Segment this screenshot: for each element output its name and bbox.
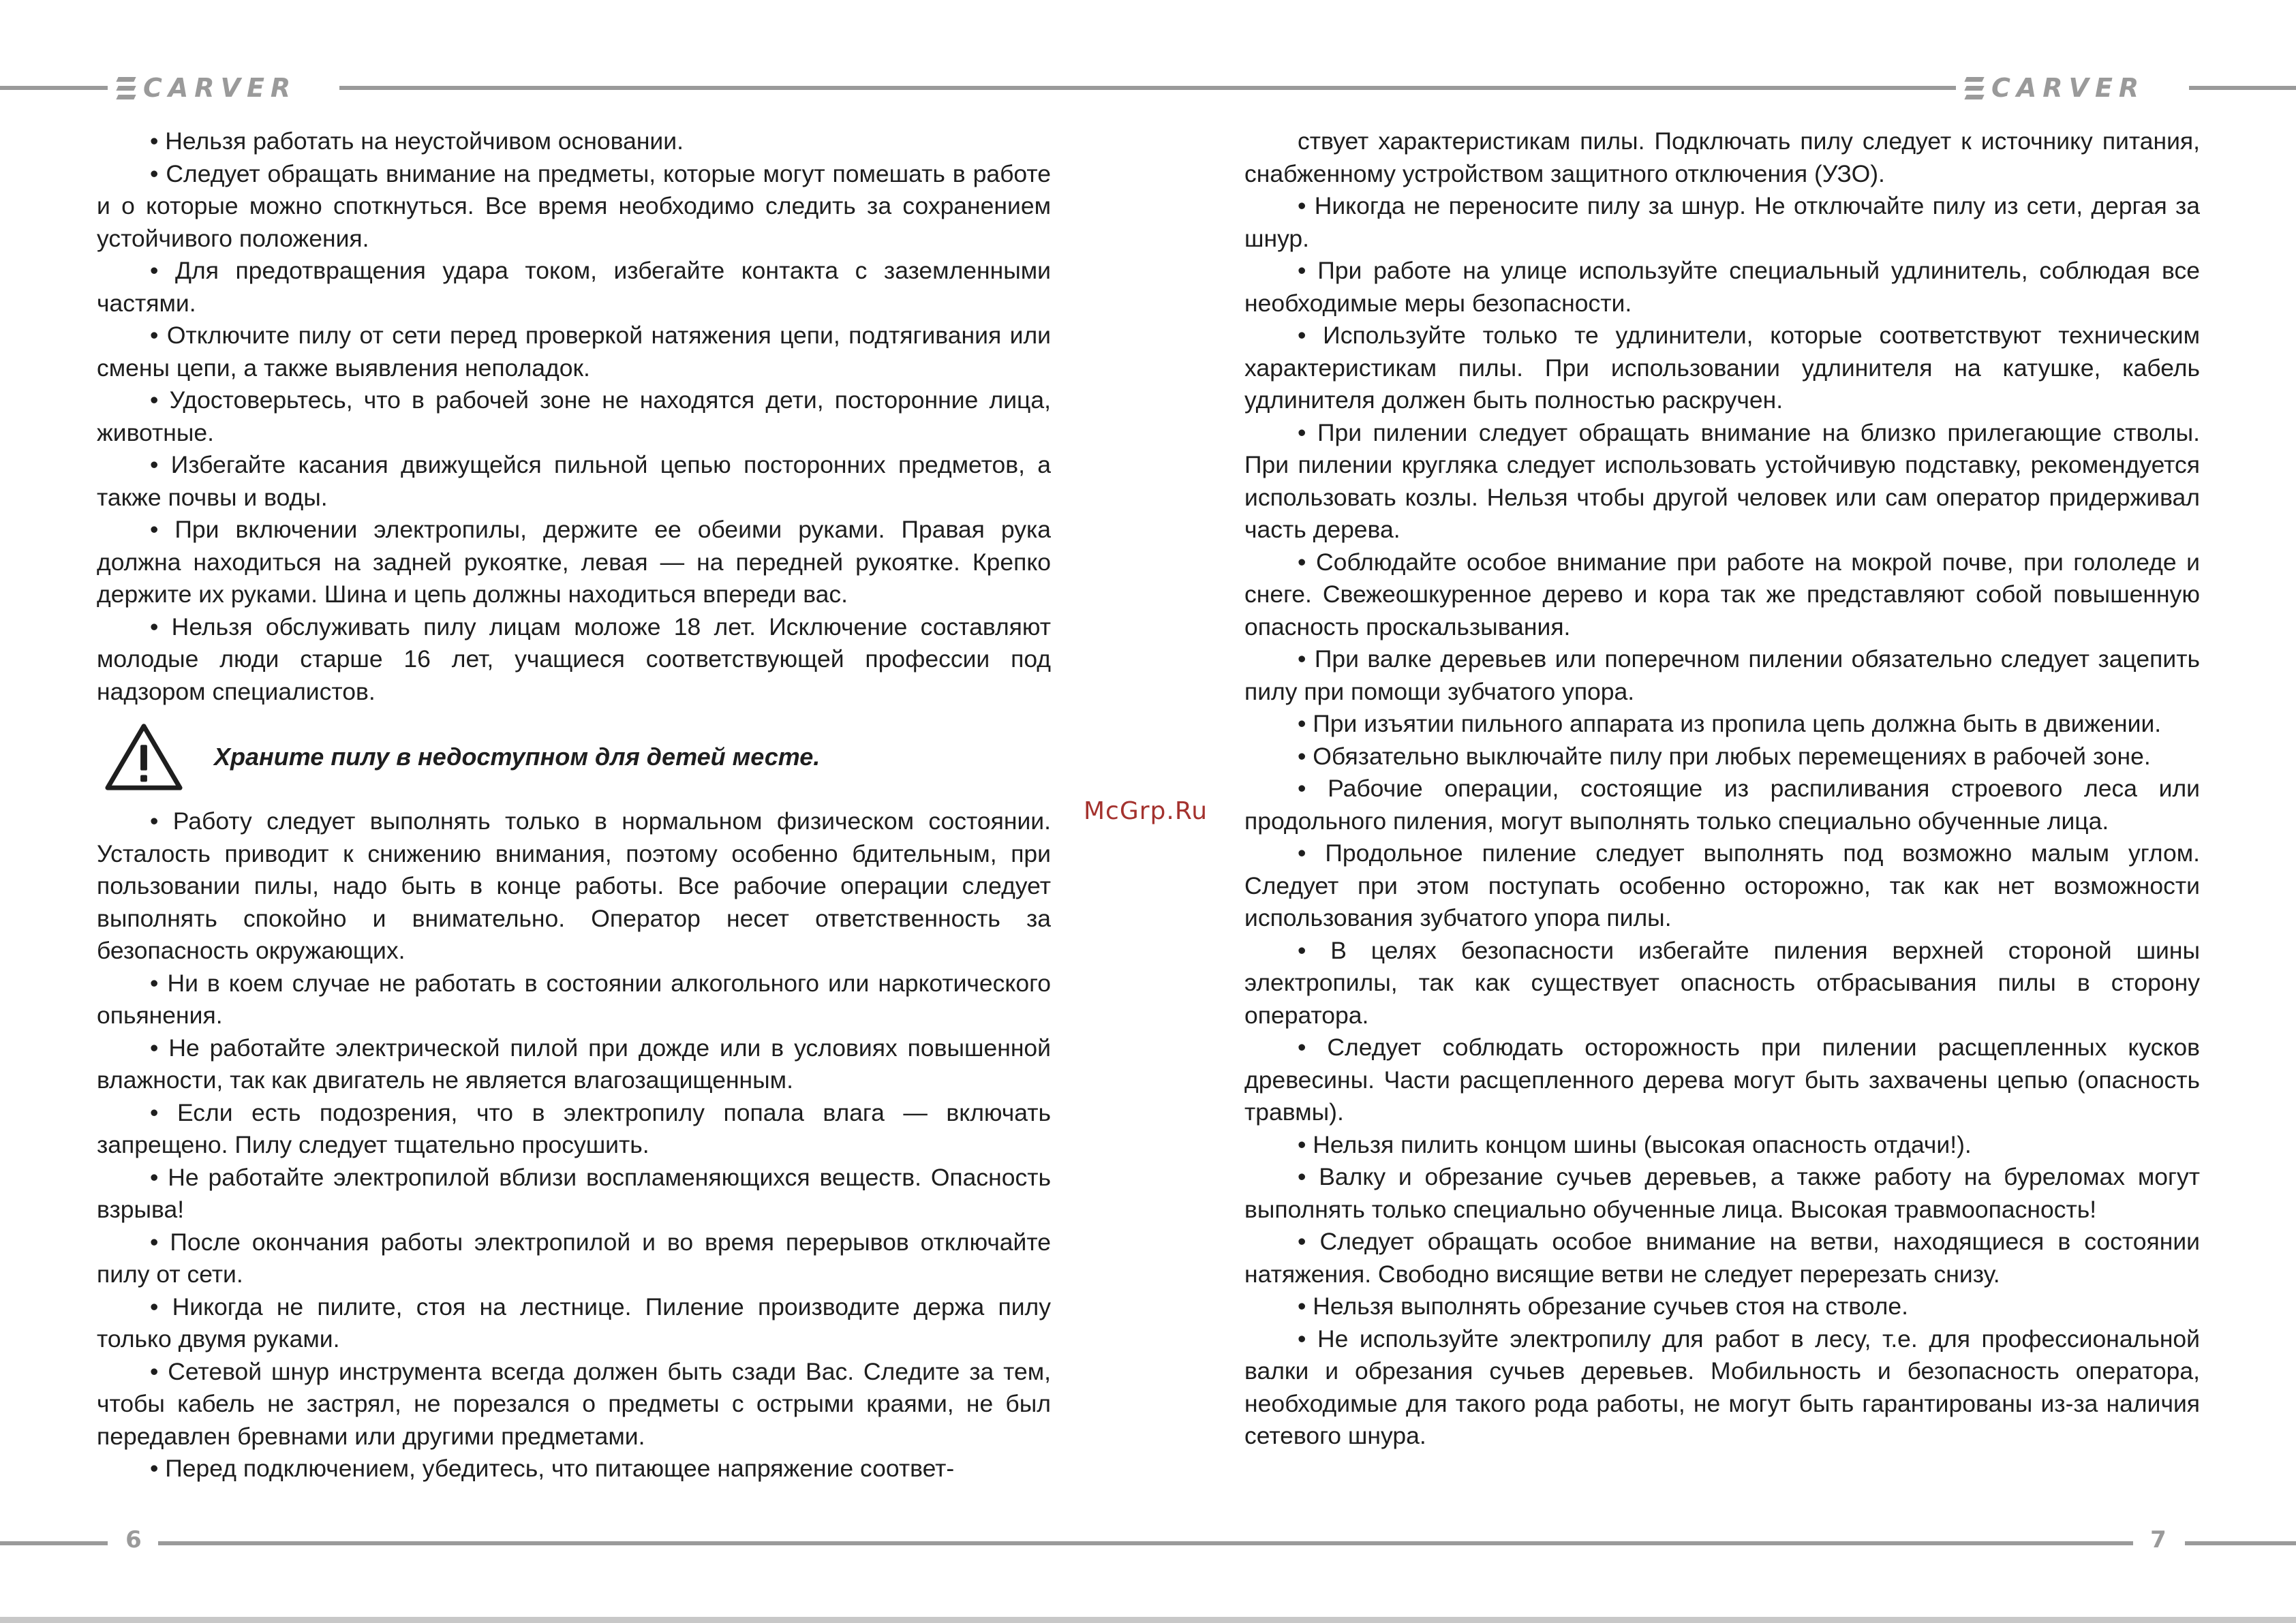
paragraph: • Следует обращать особое внимание на ветви, находящиеся в состоянии натяжения. Свободно висящие ветви не следует перерезать снизу. xyxy=(1244,1228,2200,1288)
paragraph: • Никогда не пилите, стоя на лестнице. Пиление производите держа пилу только двумя руками. xyxy=(97,1293,1051,1352)
paragraph: • Работу следует выполнять только в нормальном физическом состоянии. Усталость приводит к снижению внимания, поэтому особенно бдительным, при пользовании пилы, надо быть в конце работы. Все рабочие операции следует выполнять спокойно и внимательно. Оператор несет ответственность за безопасность окружающих. xyxy=(97,807,1051,964)
header-rule-right xyxy=(2189,86,2296,90)
brand-name-right: CARVER xyxy=(1991,73,2145,103)
brand-logo-left xyxy=(117,75,296,101)
paragraph: • Нельзя работать на неустойчивом основании. xyxy=(150,127,684,155)
paragraph: • Рабочие операции, состоящие из распиливания строевого леса или продольного пиления, могут выполнять только специально обученные лица. xyxy=(1244,775,2200,835)
paragraph: • При валке деревьев или поперечном пилении обязательно следует зацепить пилу при помощи зубчатого упора. xyxy=(1244,645,2200,705)
brand-name-left: CARVER xyxy=(143,73,297,103)
paragraph: • Продольное пиление следует выполнять под возможно малым углом. Следует при этом поступать особенно осторожно, так как нет возможности использования зубчатого упора пилы. xyxy=(1244,839,2200,931)
paragraph: • Соблюдайте особое внимание при работе на мокрой почве, при гололеде и снеге. Свежеошкуренное дерево и кора так же представляют собой повышенную опасность проскальзывания. xyxy=(1244,548,2200,640)
paragraph: • Нельзя обслуживать пилу лицам моложе 18 лет. Исключение составляют молодые люди старше 16 лет, учащиеся соответствующей профессии под надзором специалистов. xyxy=(97,613,1051,705)
footer-rule-left-short xyxy=(0,1541,108,1545)
left-page-column xyxy=(97,125,1051,1485)
paragraph: • Не работайте электропилой вблизи воспламеняющихся веществ. Опасность взрыва! xyxy=(97,1163,1051,1223)
header-rule-middle xyxy=(339,86,1956,90)
footer-band xyxy=(0,1617,2296,1623)
paragraph: • Ни в коем случае не работать в состоянии алкогольного или наркотического опьянения. xyxy=(97,969,1051,1029)
right-page-column xyxy=(1244,125,2200,1453)
paragraph: • При пилении следует обращать внимание на близко прилегающие стволы. При пилении кругляка следует использовать устойчивую подставку, рекомендуется использовать козлы. Нельзя чтобы другой человек или сам оператор придерживал часть дерева. xyxy=(1244,418,2200,543)
paragraph: • Не используйте электропилу для работ в лесу, т.е. для профессиональной валки и обрезания сучьев деревьев. Мобильность и безопасность оператора, необходимые для такого рода работы, не могут быть гарантированы из-за наличия сетевого шнура. xyxy=(1244,1325,2200,1449)
header-rule-left xyxy=(0,86,108,90)
watermark: McGrp.Ru xyxy=(1084,797,1208,825)
paragraph: • Отключите пилу от сети перед проверкой натяжения цепи, подтягивания или смены цепи, а также выявления неполадок. xyxy=(97,322,1051,382)
warning-callout xyxy=(104,708,1051,805)
page-number-left: 6 xyxy=(125,1526,142,1554)
paragraph: • При включении электропилы, держите ее обеими руками. Правая рука должна находиться на задней рукоятке, левая — на передней рукоятке. Крепко держите их руками. Шина и цепь должны находиться впереди вас. xyxy=(97,516,1051,608)
paragraph: • После окончания работы электропилой и во время перерывов отключайте пилу от сети. xyxy=(97,1228,1051,1288)
warning-text: Храните пилу в недоступном для детей месте. xyxy=(214,742,821,771)
paragraph: • Сетевой шнур инструмента всегда должен быть сзади Вас. Следите за тем, чтобы кабель не застрял, не порезался о предметы с острыми краями, не был передавлен бревнами или другими предметами. xyxy=(97,1357,1051,1450)
brand-mark-icon xyxy=(1965,77,1983,99)
paragraph: • Нельзя пилить концом шины (высокая опасность отдачи!). xyxy=(1298,1130,1972,1158)
page-number-right: 7 xyxy=(2150,1526,2167,1554)
footer-rule-main xyxy=(158,1541,2133,1545)
paragraph: • Избегайте касания движущейся пильной цепью посторонних предметов, а также почвы и воды. xyxy=(97,451,1051,511)
brand-logo-right xyxy=(1965,75,2145,101)
paragraph: • Следует обращать внимание на предметы, которые могут помешать в работе и о которые можно споткнуться. Все время необходимо следить за сохранением устойчивого положения. xyxy=(97,159,1051,252)
paragraph: • Перед подключением, убедитесь, что питающее напряжение соответ- xyxy=(150,1455,955,1482)
paragraph: • Никогда не переносите пилу за шнур. Не отключайте пилу из сети, дергая за шнур. xyxy=(1244,192,2200,252)
footer-rule-right-short xyxy=(2185,1541,2296,1545)
warning-triangle-icon xyxy=(104,722,184,792)
paragraph: • Удостоверьтесь, что в рабочей зоне не находятся дети, посторонние лица, животные. xyxy=(97,386,1051,446)
paragraph: • Следует соблюдать осторожность при пилении расщепленных кусков древесины. Части расщепленного дерева могут быть захвачены цепью (опасность травмы). xyxy=(1244,1034,2200,1126)
brand-mark-icon xyxy=(117,77,135,99)
paragraph: ствует характеристикам пилы. Подключать пилу следует к источнику питания, снабженному устройством защитного отключения (УЗО). xyxy=(1244,127,2200,187)
paragraph: • При работе на улице используйте специальный удлинитель, соблюдая все необходимые меры безопасности. xyxy=(1244,257,2200,317)
paragraph: • Для предотвращения удара током, избегайте контакта с заземленными частями. xyxy=(97,257,1051,317)
paragraph: • Используйте только те удлинители, которые соответствуют техническим характеристикам пилы. При использовании удлинителя на катушке, кабель удлинителя должен быть полностью раскручен. xyxy=(1244,322,2200,414)
left-paragraphs-after-warning xyxy=(97,805,1051,1485)
paragraph: • Нельзя выполнять обрезание сучьев стоя на стволе. xyxy=(1298,1293,1908,1320)
paragraph: • При изъятии пильного аппарата из пропила цепь должна быть в движении. xyxy=(1298,710,2162,737)
left-paragraphs-before-warning xyxy=(97,125,1051,708)
paragraph: • В целях безопасности избегайте пиления верхней стороной шины электропилы, так как существует опасность отбрасывания пилы в сторону оператора. xyxy=(1244,936,2200,1029)
paragraph: • Если есть подозрения, что в электропилу попала влага — включать запрещено. Пилу следует тщательно просушить. xyxy=(97,1098,1051,1158)
paragraph: • Не работайте электрической пилой при дожде или в условиях повышенной влажности, так как двигатель не является влагозащищенным. xyxy=(97,1034,1051,1094)
paragraph: • Валку и обрезание сучьев деревьев, а также работу на буреломах могут выполнять только специально обученные лица. Высокая травмоопасность! xyxy=(1244,1163,2200,1223)
paragraph: • Обязательно выключайте пилу при любых перемещениях в рабочей зоне. xyxy=(1298,742,2151,770)
